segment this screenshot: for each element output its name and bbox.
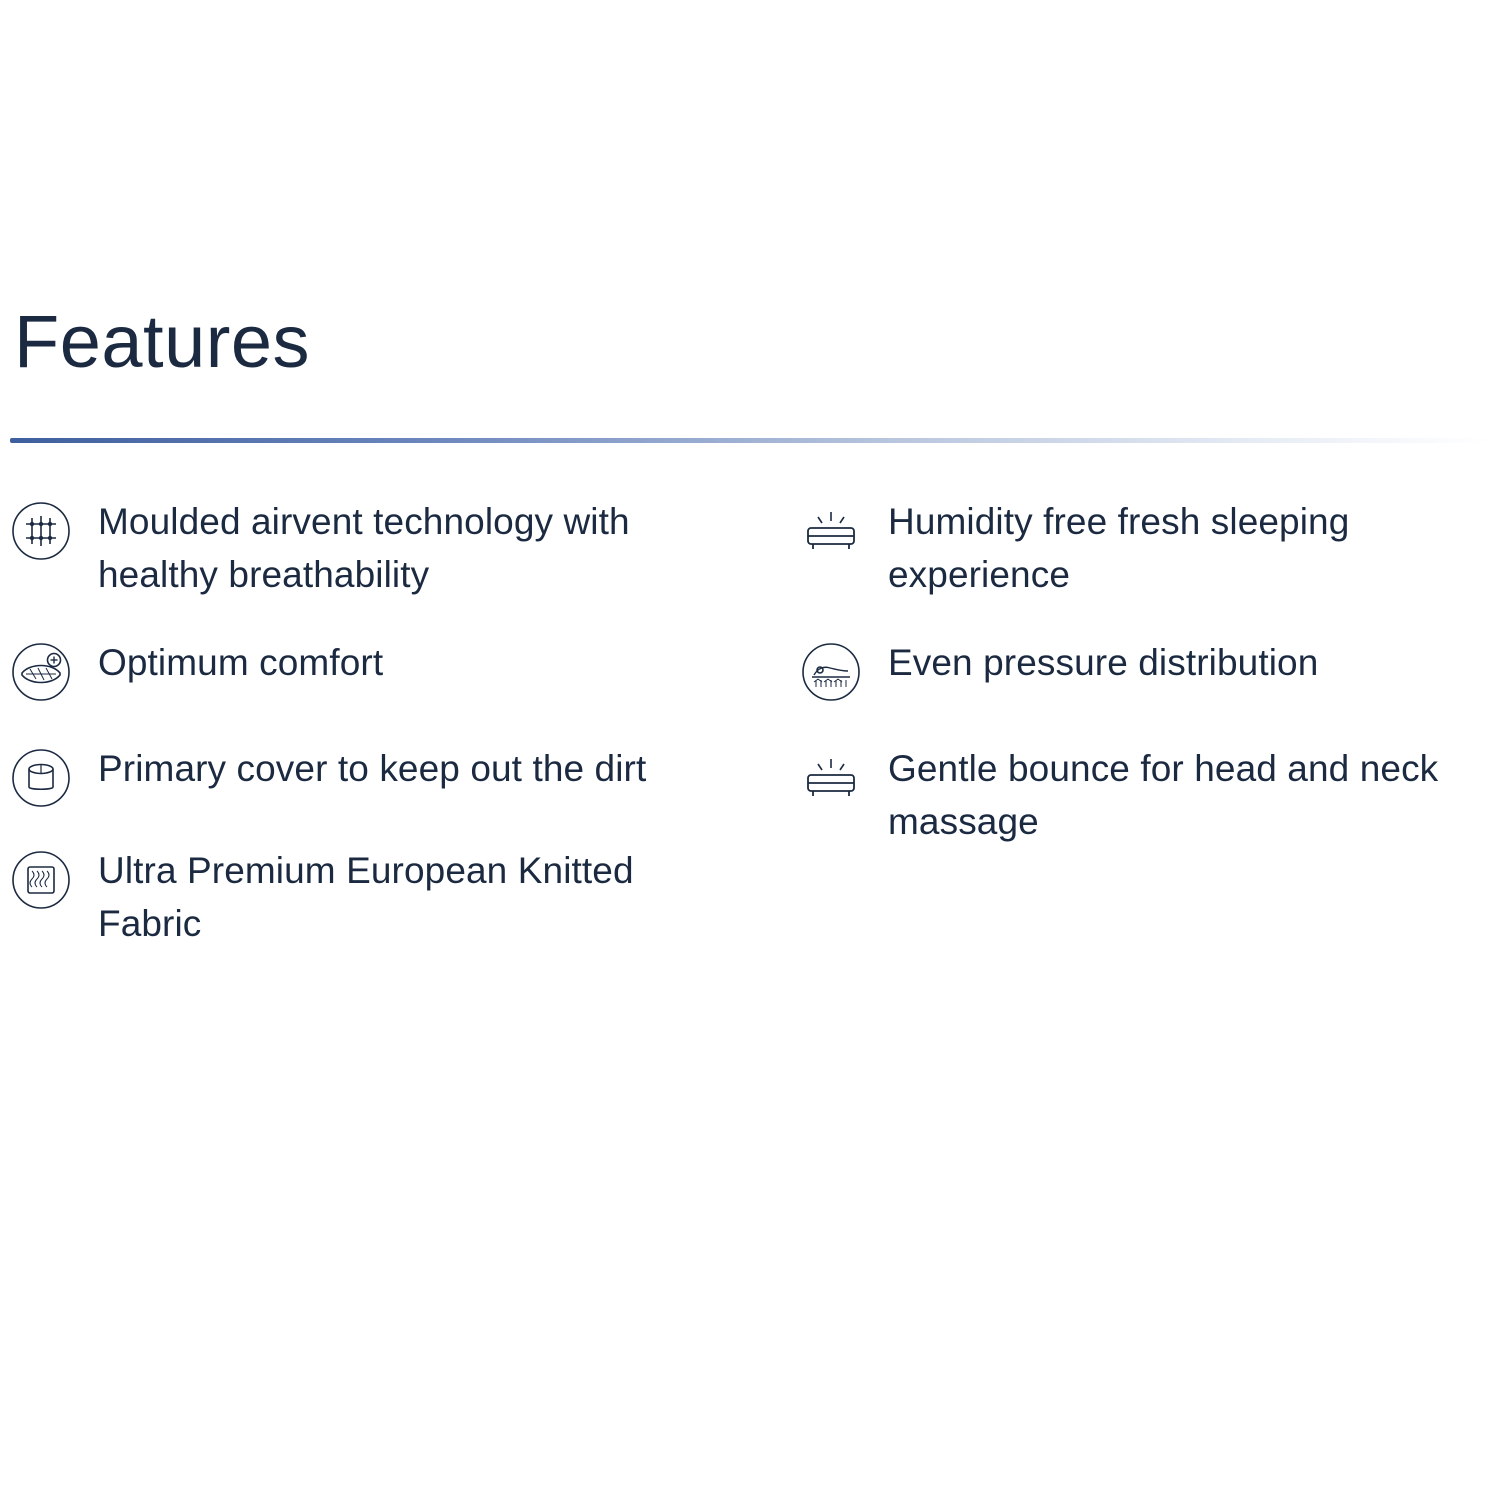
features-left-column bbox=[10, 496, 730, 986]
feature-label: Ultra Premium European Knitted Fabric bbox=[98, 850, 634, 944]
feature-item bbox=[10, 496, 730, 601]
feature-item bbox=[10, 845, 730, 950]
feature-label: Even pressure distribution bbox=[888, 642, 1319, 684]
pressure-distribution-icon bbox=[800, 641, 862, 703]
feature-label: Primary cover to keep out the dirt bbox=[98, 748, 647, 790]
feature-item bbox=[800, 496, 1500, 601]
feature-item bbox=[800, 637, 1500, 703]
comfort-plus-icon bbox=[10, 641, 72, 703]
humidity-free-mattress-icon bbox=[800, 500, 862, 562]
feature-item bbox=[800, 743, 1500, 848]
feature-item bbox=[10, 743, 730, 809]
feature-label: Gentle bounce for head and neck massage bbox=[888, 748, 1439, 842]
feature-label: Optimum comfort bbox=[98, 642, 384, 684]
gentle-bounce-mattress-icon bbox=[800, 747, 862, 809]
primary-cover-icon bbox=[10, 747, 72, 809]
page-title: Features bbox=[14, 300, 311, 383]
airvent-technology-icon bbox=[10, 500, 72, 562]
title-divider bbox=[10, 438, 1490, 443]
knitted-fabric-icon bbox=[10, 849, 72, 911]
features-right-column bbox=[800, 496, 1500, 884]
feature-item bbox=[10, 637, 730, 703]
feature-label: Humidity free fresh sleeping experience bbox=[888, 501, 1350, 595]
feature-label: Moulded airvent technology with healthy breathability bbox=[98, 501, 630, 595]
